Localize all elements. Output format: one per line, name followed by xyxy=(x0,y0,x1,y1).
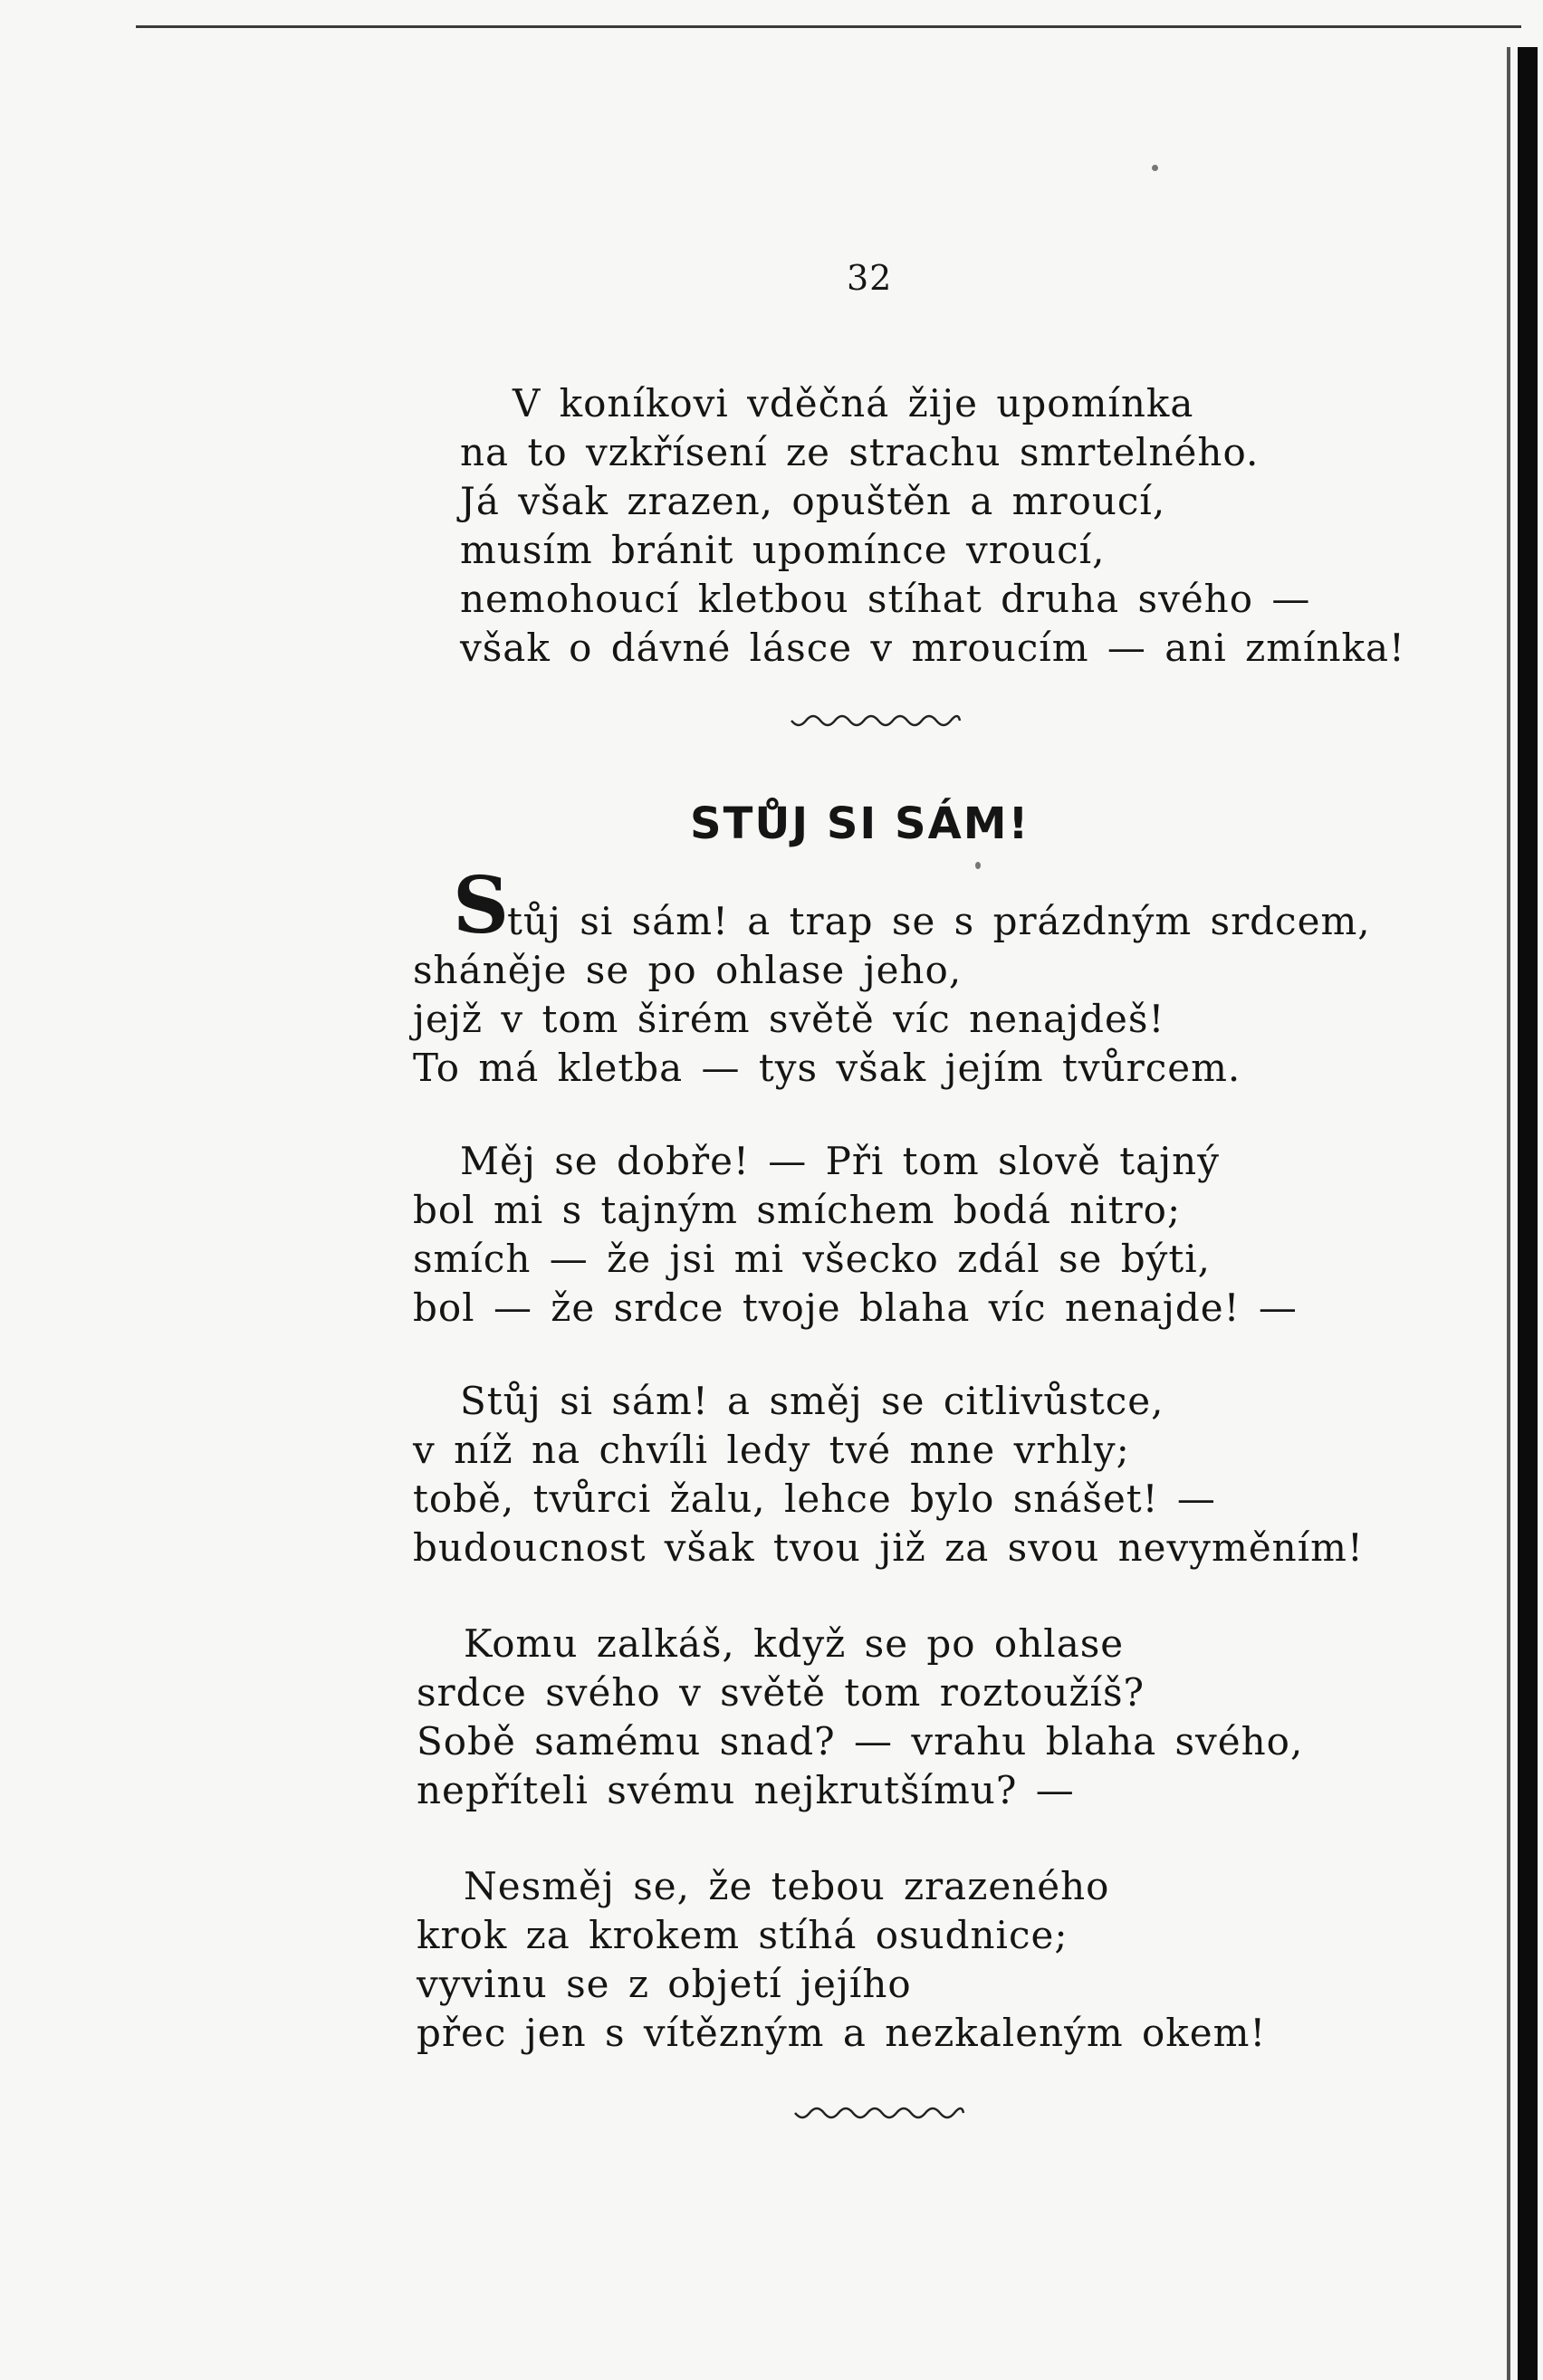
poem-line: V koníkovi vděčná žije upomínka xyxy=(513,381,1194,425)
poem-line: přec jen s vítězným a nezkaleným okem! xyxy=(417,2011,1267,2055)
poem-line: Komu zalkáš, když se po ohlase xyxy=(464,1621,1125,1666)
poem-line: budoucnost však tvou již za svou nevyměním! xyxy=(413,1525,1364,1570)
poem-line: smích — že jsi mi všecko zdál se býti, xyxy=(413,1237,1212,1281)
poem-title: STŮJ SI SÁM! xyxy=(690,798,1030,849)
poem-line: Já však zrazen, opuštěn a mroucí, xyxy=(460,479,1166,523)
poem-line: To má kletba — tys však jejím tvůrcem. xyxy=(413,1046,1241,1090)
page-edge-inner xyxy=(1507,47,1510,2380)
drop-cap: S xyxy=(453,860,510,951)
poem-line: jejž v tom širém světě víc nenajdeš! xyxy=(413,997,1165,1041)
poem-line: krok za krokem stíhá osudnice; xyxy=(417,1913,1069,1957)
print-speck xyxy=(1152,165,1158,171)
page-edge-right xyxy=(1518,47,1538,2380)
page-edge-top xyxy=(136,25,1521,28)
poem-line: bol mi s tajným smíchem bodá nitro; xyxy=(413,1188,1182,1232)
poem-line: v níž na chvíli ledy tvé mne vrhly; xyxy=(413,1428,1130,1472)
poem-line: však o dávné lásce v mroucím — ani zmínka! xyxy=(460,626,1405,670)
poem-line: vyvinu se z objetí jejího xyxy=(417,1962,912,2006)
poem-line: Sobě samému snad? — vrahu blaha svého, xyxy=(417,1719,1304,1763)
wavy-divider-icon xyxy=(793,2106,965,2124)
poem-line: srdce svého v světě tom roztoužíš? xyxy=(417,1670,1145,1715)
poem-line: Měj se dobře! — Při tom slově tajný xyxy=(460,1139,1220,1183)
poem-line: tobě, tvůrci žalu, lehce bylo snášet! — xyxy=(413,1477,1216,1521)
poem-line: sháněje se po ohlase jeho, xyxy=(413,948,963,992)
poem-line: Nesměj se, že tebou zrazeného xyxy=(464,1864,1110,1908)
poem-line: Stůj si sám! a směj se citlivůstce, xyxy=(460,1379,1164,1423)
poem-line: nemohoucí kletbou stíhat druha svého — xyxy=(460,577,1311,621)
print-speck xyxy=(975,862,981,869)
poem-line: tůj si sám! a trap se s prázdným srdcem, xyxy=(507,899,1371,943)
poem-line: musím bránit upomínce vroucí, xyxy=(460,528,1106,572)
poem-line: bol — že srdce tvoje blaha víc nenajde! — xyxy=(413,1286,1298,1330)
poem-line: na to vzkřísení ze strachu smrtelného. xyxy=(460,430,1260,474)
page-number: 32 xyxy=(847,258,893,298)
poem-line: nepříteli svému nejkrutšímu? — xyxy=(417,1768,1075,1812)
wavy-divider-icon xyxy=(790,713,962,731)
